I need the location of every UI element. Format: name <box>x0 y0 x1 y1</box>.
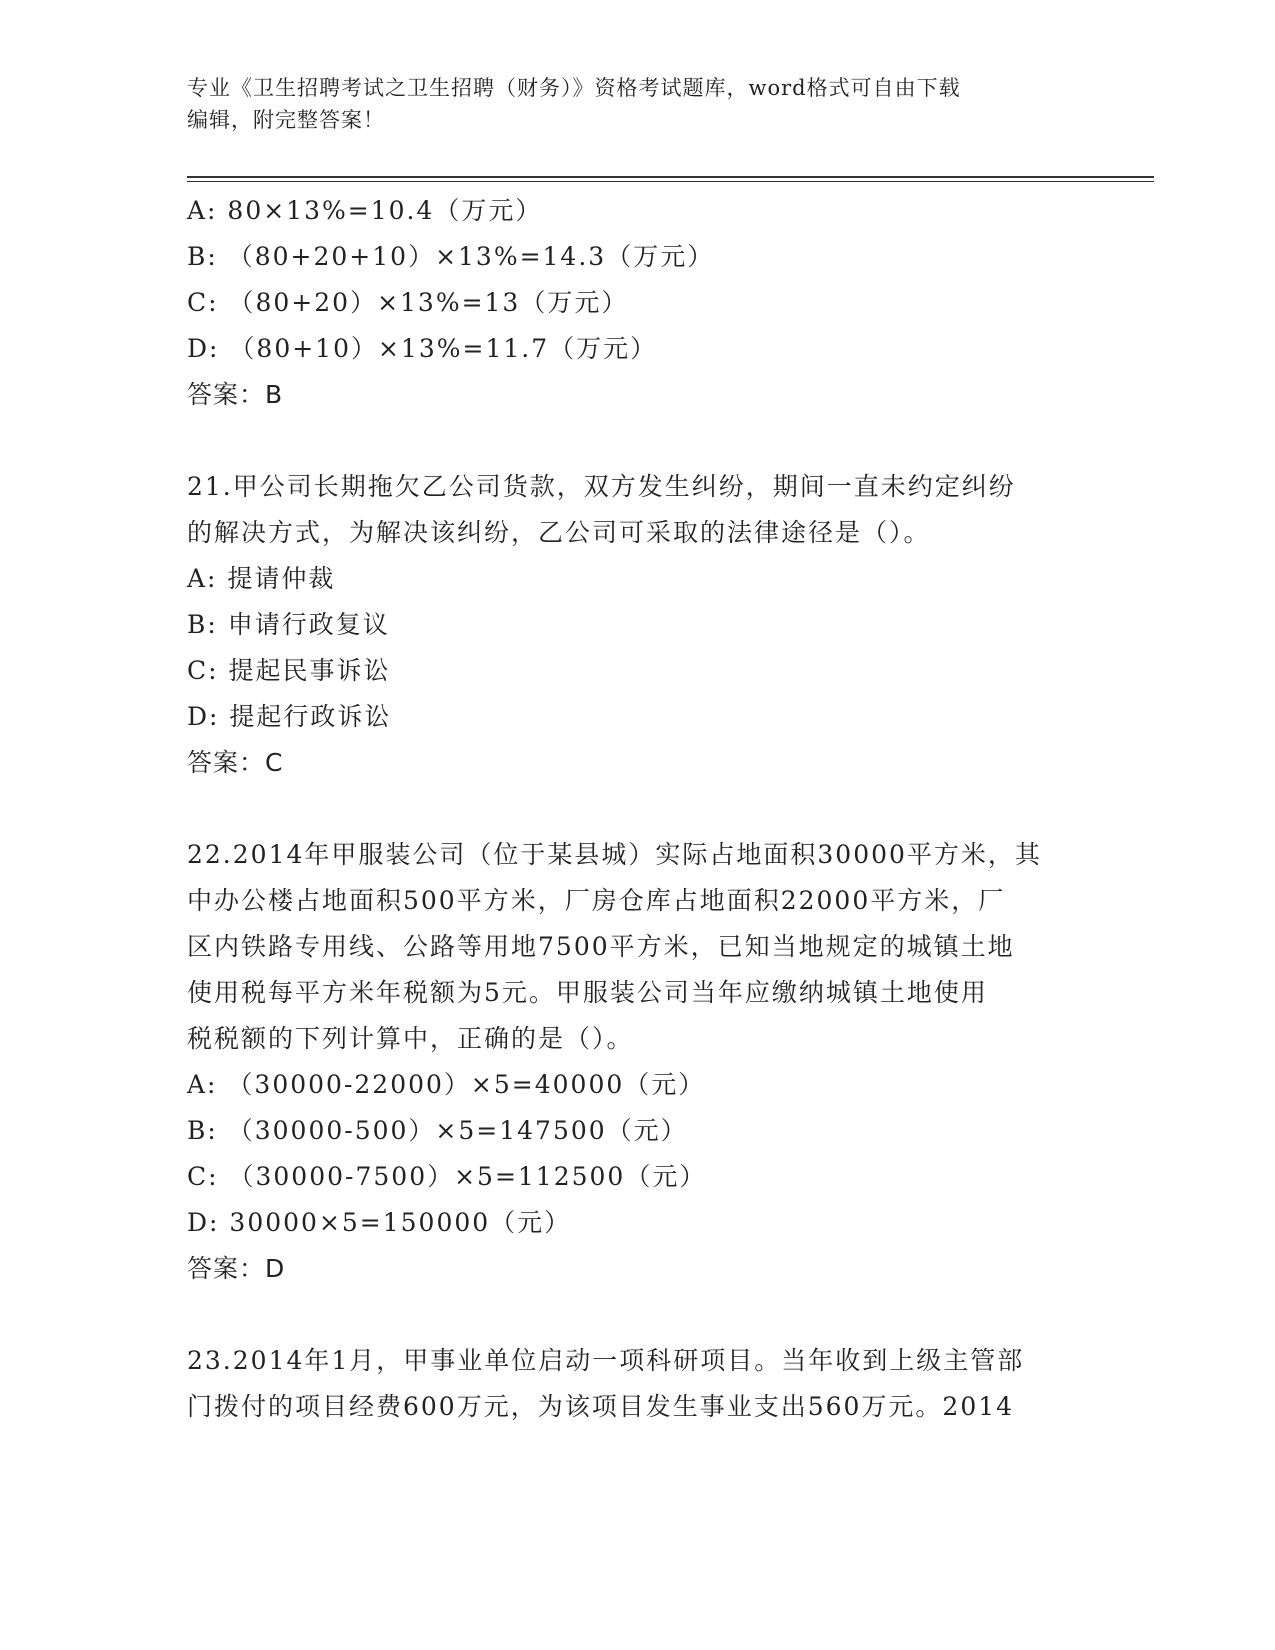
question-stem-line: 税税额的下列计算中，正确的是（）。 <box>187 1024 634 1053</box>
option-b: B: （80+20+10）×13%=14.3（万元） <box>187 242 715 271</box>
answer: 答案：C <box>187 748 284 777</box>
answer: 答案：D <box>187 1254 286 1283</box>
header-divider-thick <box>187 176 1154 178</box>
question-content <box>187 188 1087 1430</box>
question-22 <box>187 832 1087 1292</box>
header-line-1: 专业《卫生招聘考试之卫生招聘（财务）》资格考试题库，word格式可自由下载 <box>187 76 961 100</box>
option-a: A: 提请仲裁 <box>187 564 336 593</box>
option-b: B: （30000-500）×5=147500（元） <box>187 1116 688 1145</box>
option-c: C: （30000-7500）×5=112500（元） <box>187 1162 707 1191</box>
question-stem-line: 区内铁路专用线、公路等用地7500平方米，已知当地规定的城镇土地 <box>187 932 1015 961</box>
answer: 答案：B <box>187 380 284 409</box>
question-20 <box>187 188 1087 418</box>
document-header <box>187 72 1087 136</box>
option-a: A: （30000-22000）×5=40000（元） <box>187 1070 706 1099</box>
option-a: A: 80×13%=10.4（万元） <box>187 196 543 225</box>
option-c: C: 提起民事诉讼 <box>187 656 391 685</box>
header-line-2: 编辑，附完整答案！ <box>187 108 385 132</box>
option-d: D: （80+10）×13%=11.7（万元） <box>187 334 658 363</box>
option-d: D: 提起行政诉讼 <box>187 702 392 731</box>
header-divider-thin <box>187 181 1154 182</box>
question-stem-line: 使用税每平方米年税额为5元。甲服装公司当年应缴纳城镇土地使用 <box>187 978 988 1007</box>
question-stem-line: 的解决方式，为解决该纠纷，乙公司可采取的法律途径是（）。 <box>187 518 931 547</box>
question-21 <box>187 464 1087 786</box>
option-c: C: （80+20）×13%=13（万元） <box>187 288 629 317</box>
option-d: D: 30000×5=150000（元） <box>187 1208 572 1237</box>
question-stem-line: 21.甲公司长期拖欠乙公司货款，双方发生纠纷，期间一直未约定纠纷 <box>187 472 1016 501</box>
question-23 <box>187 1338 1087 1430</box>
question-stem-line: 23.2014年1月，甲事业单位启动一项科研项目。当年收到上级主管部 <box>187 1346 1025 1375</box>
option-b: B: 申请行政复议 <box>187 610 390 639</box>
question-stem-line: 门拨付的项目经费600万元，为该项目发生事业支出560万元。2014 <box>187 1392 1015 1421</box>
question-stem-line: 中办公楼占地面积500平方米，厂房仓库占地面积22000平方米，厂 <box>187 886 1006 915</box>
question-stem-line: 22.2014年甲服装公司（位于某县城）实际占地面积30000平方米，其 <box>187 840 1042 869</box>
